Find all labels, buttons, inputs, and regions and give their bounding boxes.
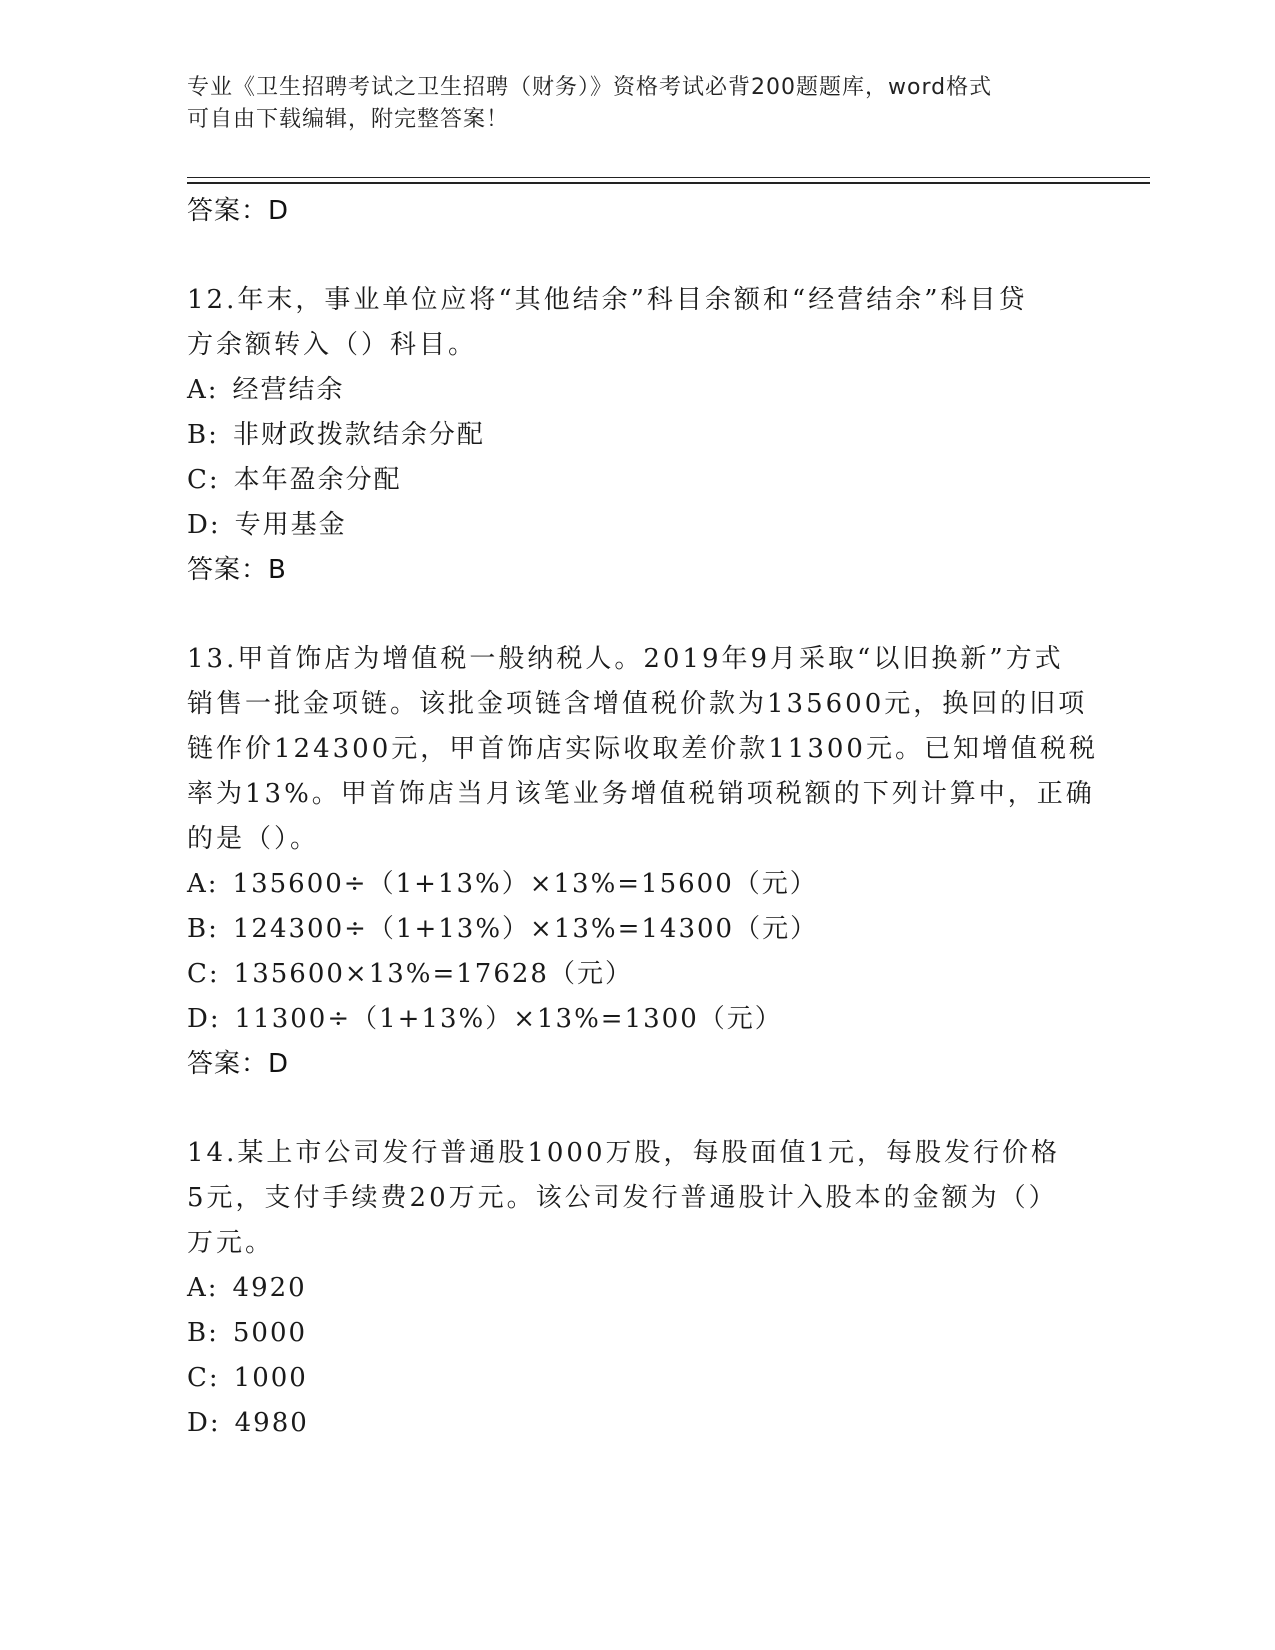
option-d xyxy=(187,997,1087,1042)
option-text: 专用基金 xyxy=(234,510,347,540)
option-letter: D: xyxy=(187,510,221,540)
option-a xyxy=(187,862,1087,907)
header-line-2: 可自由下载编辑，附完整答案！ xyxy=(187,107,510,132)
option-letter: A: xyxy=(187,869,219,899)
answer-line: 答案：D xyxy=(187,1049,290,1079)
option-text: 135600÷（1+13%）×13%=15600（元） xyxy=(232,869,818,899)
header-line-1: 专业《卫生招聘考试之卫生招聘（财务）》资格考试必背200题题库，word格式 xyxy=(187,75,993,100)
header-rule-thick xyxy=(187,182,1150,184)
option-text: 124300÷（1+13%）×13%=14300（元） xyxy=(232,914,819,944)
option-letter: B: xyxy=(187,1318,219,1348)
option-letter: D: xyxy=(187,1004,221,1034)
option-b xyxy=(187,413,1087,458)
option-text: 4920 xyxy=(232,1273,307,1303)
document-body xyxy=(187,189,1098,1446)
question-text-line: 5元，支付手续费20万元。该公司发行普通股计入股本的金额为（） xyxy=(187,1183,1058,1213)
option-b xyxy=(187,1311,1087,1356)
answer-line: 答案：B xyxy=(187,555,287,585)
question-12 xyxy=(187,278,1087,592)
option-letter: B: xyxy=(187,914,219,944)
question-13 xyxy=(187,637,1098,1086)
option-b xyxy=(187,907,1087,952)
option-c xyxy=(187,952,1087,997)
question-text-line: 的是（）。 xyxy=(187,824,320,854)
question-text-line: 万元。 xyxy=(187,1228,275,1258)
option-letter: C: xyxy=(187,959,220,989)
option-c xyxy=(187,458,1087,503)
question-text-line: 14.某上市公司发行普通股1000万股，每股面值1元，每股发行价格 xyxy=(187,1138,1061,1168)
question-14 xyxy=(187,1131,1087,1446)
answer-line: 答案：D xyxy=(187,196,290,226)
option-text: 11300÷（1+13%）×13%=1300（元） xyxy=(234,1004,783,1034)
header-rule-thin xyxy=(187,177,1150,178)
option-d xyxy=(187,503,1087,548)
question-text-line: 率为13%。甲首饰店当月该笔业务增值税销项税额的下列计算中，正确 xyxy=(187,779,1095,809)
option-text: 非财政拨款结余分配 xyxy=(232,420,485,450)
question-text-line: 销售一批金项链。该批金项链含增值税价款为135600元，换回的旧项 xyxy=(187,689,1088,719)
option-letter: D: xyxy=(187,1408,221,1438)
option-text: 1000 xyxy=(233,1363,308,1393)
option-text: 本年盈余分配 xyxy=(233,465,402,495)
option-letter: A: xyxy=(187,375,219,405)
question-text-line: 13.甲首饰店为增值税一般纳税人。2019年9月采取“以旧换新”方式 xyxy=(187,644,1064,674)
option-letter: A: xyxy=(187,1273,219,1303)
option-text: 135600×13%=17628（元） xyxy=(233,959,633,989)
option-a xyxy=(187,1266,1087,1311)
option-text: 5000 xyxy=(232,1318,308,1348)
option-letter: B: xyxy=(187,420,219,450)
option-d xyxy=(187,1401,1087,1446)
option-text: 4980 xyxy=(234,1408,309,1438)
option-a xyxy=(187,368,1087,413)
option-letter: C: xyxy=(187,1363,220,1393)
document-header xyxy=(187,72,1067,136)
question-text-line: 方余额转入（）科目。 xyxy=(187,330,478,360)
option-text: 经营结余 xyxy=(232,375,345,405)
option-c xyxy=(187,1356,1087,1401)
question-text-line: 链作价124300元，甲首饰店实际收取差价款11300元。已知增值税税 xyxy=(187,734,1098,764)
question-text-line: 12.年末，事业单位应将“其他结余”科目余额和“经营结余”科目贷 xyxy=(187,285,1028,315)
option-letter: C: xyxy=(187,465,220,495)
